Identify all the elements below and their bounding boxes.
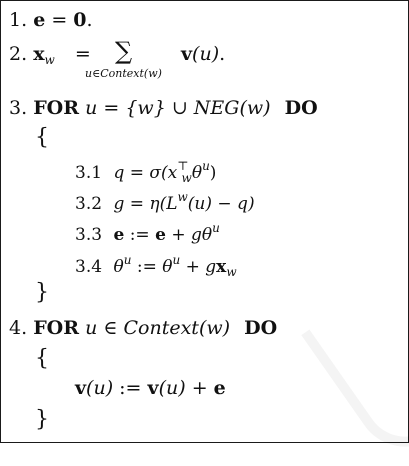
step-3-3: 3.3 e := $e + g\theta^u$ xyxy=(75,221,220,245)
step-number: 2. xyxy=(9,43,28,65)
step-4: 4. FOR u ∈ Context(w) DO xyxy=(9,317,278,339)
step-3: 3. FOR u = {w} ∪ NEG(w) DO xyxy=(9,97,318,119)
step-number: 4. xyxy=(9,317,28,339)
close-brace: } xyxy=(35,407,49,432)
step-2: 2. $x_w$ = xyxy=(9,43,91,67)
open-brace: { xyxy=(35,125,49,150)
step-3-2: 3.2 $g = \eta(L^w(u) - q)$ xyxy=(75,190,255,214)
step-1: 1. e = 0. xyxy=(9,9,93,31)
step-2-term: v(u). xyxy=(181,43,226,65)
step-number: 3. xyxy=(9,97,28,119)
open-brace: { xyxy=(35,346,49,371)
summation-symbol: ∑ xyxy=(115,37,133,65)
step-4-body: v(u) := v(u) + e xyxy=(75,377,226,399)
step-number: 1. xyxy=(9,9,28,31)
close-brace: } xyxy=(35,280,49,305)
step-3-1: 3.1 $q = \sigma(x^⊤_w\theta^u)$ xyxy=(75,159,217,185)
summation-subscript: u∈Context(w) xyxy=(85,67,162,80)
watermark-decoration xyxy=(301,278,409,466)
step-3-4: 3.4 $\theta^u$ := $\theta^u + gx_w$ xyxy=(75,253,237,279)
